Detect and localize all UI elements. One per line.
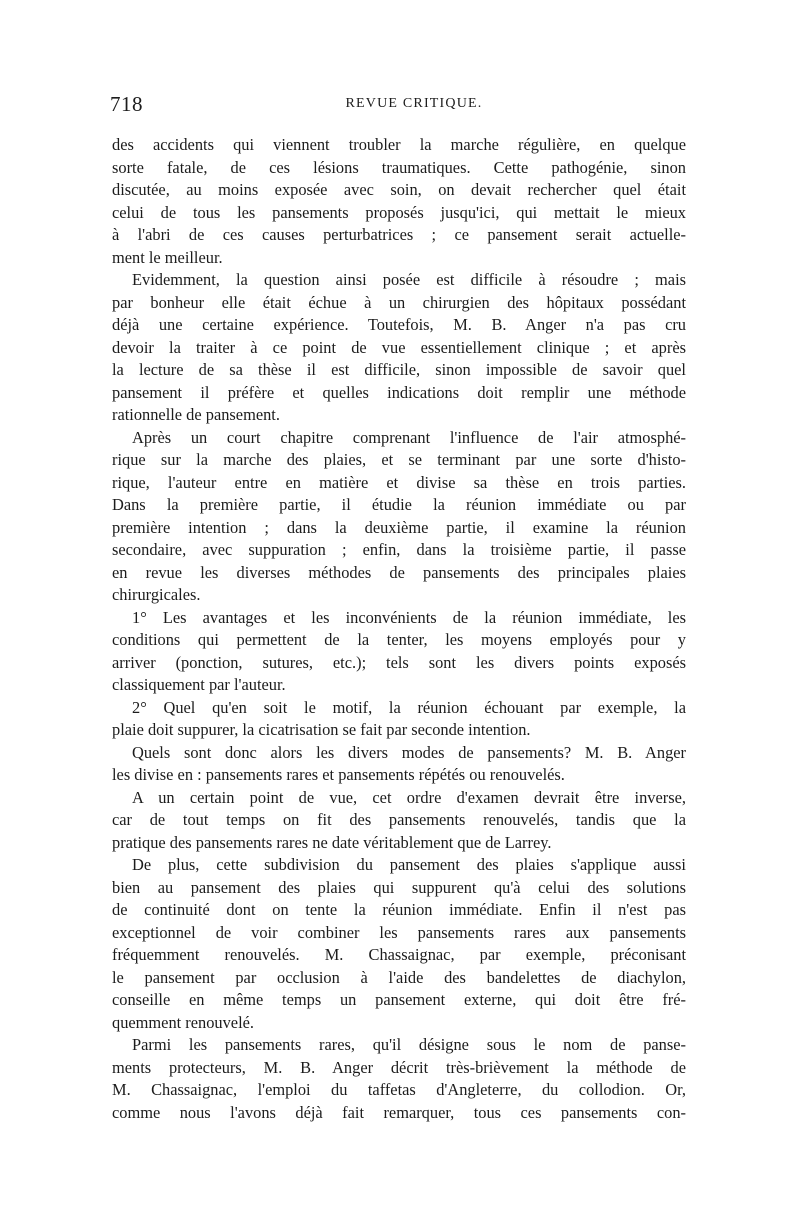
text-line: A un certain point de vue, cet ordre d'examen devrait être inverse, — [132, 787, 686, 807]
text-line: devoir la traiter à ce point de vue essentiellement clinique ; et après — [112, 337, 686, 357]
text-line: secondaire, avec suppuration ; enfin, dans la troisième partie, il passe — [112, 540, 686, 559]
text-line: rique, l'auteur entre en matière et divise sa thèse en trois parties. — [112, 472, 686, 492]
running-head — [112, 92, 686, 120]
text-line: le pansement par occlusion à l'aide des bandelettes de diachylon, — [112, 967, 686, 987]
running-title: REVUE CRITIQUE. — [345, 96, 483, 111]
text-line: déjà une certaine expérience. Toutefois, M. B. Anger n'a pas cru — [112, 315, 686, 334]
text-line: classiquement par l'auteur. — [112, 675, 286, 694]
text-line: la lecture de sa thèse il est difficile, sinon impossible de savoir quel — [112, 360, 686, 379]
text-line: les divise en : pansements rares et pansements répétés ou renouvelés. — [112, 765, 565, 784]
text-line: bien au pansement des plaies qui suppurent qu'à celui des solutions — [112, 877, 686, 897]
text-line: à l'abri de ces causes perturbatrices ; ce pansement serait actuelle- — [112, 225, 686, 244]
text-line: ment le meilleur. — [112, 247, 223, 267]
text-line: car de tout temps on fit des pansements renouvelés, tandis que la — [112, 810, 686, 829]
text-line: 2° Quel qu'en soit le motif, la réunion échouant par exemple, la — [132, 697, 686, 717]
text-line: pratique des pansements rares ne date véritablement que de Larrey. — [112, 832, 552, 852]
text-line: Quels sont donc alors les divers modes de pansements? M. B. Anger — [132, 742, 686, 762]
text-line: quemment renouvelé. — [112, 1012, 255, 1032]
text-line: rationnelle de pansement. — [112, 405, 280, 424]
text-line: pansement il préfère et quelles indications doit remplir une méthode — [112, 382, 686, 402]
text-line: Dans la première partie, il étudie la réunion immédiate ou par — [112, 495, 686, 514]
text-line: ments protecteurs, M. B. Anger décrit très-brièvement la méthode de — [112, 1057, 686, 1077]
text-line: 1° Les avantages et les inconvénients de la réunion immédiate, les — [132, 607, 686, 627]
text-line: Après un court chapitre comprenant l'influence de l'air atmosphé- — [132, 427, 686, 447]
text-line: Parmi les pansements rares, qu'il désigne sous le nom de panse- — [132, 1035, 686, 1054]
text-line: plaie doit suppurer, la cicatrisation se fait par seconde intention. — [112, 720, 531, 739]
text-line: conditions qui permettent de la tenter, les moyens employés pour y — [112, 630, 686, 649]
text-line: arriver (ponction, sutures, etc.); tels sont les divers points exposés — [112, 652, 686, 672]
text-line: exceptionnel de voir combiner les pansements rares aux pansements — [112, 922, 686, 942]
text-line: celui de tous les pansements proposés jusqu'ici, qui mettait le mieux — [112, 202, 686, 222]
text-line: rique sur la marche des plaies, et se terminant par une sorte d'histo- — [112, 450, 686, 469]
book-page — [112, 92, 686, 1124]
text-line: comme nous l'avons déjà fait remarquer, tous ces pansements con- — [112, 1102, 686, 1122]
page-number: 718 — [110, 92, 143, 116]
text-line: en revue les diverses méthodes de pansements des principales plaies — [112, 562, 686, 582]
body-text — [112, 134, 686, 1124]
text-line: Evidemment, la question ainsi posée est difficile à résoudre ; mais — [132, 270, 686, 289]
text-line: chirurgicales. — [112, 585, 201, 604]
text-line: sorte fatale, de ces lésions traumatiques. Cette pathogénie, sinon — [112, 157, 686, 177]
text-line: de continuité dont on tente la réunion immédiate. Enfin il n'est pas — [112, 900, 686, 919]
text-line: M. Chassaignac, l'emploi du taffetas d'Angleterre, du collodion. Or, — [112, 1080, 686, 1099]
text-line: De plus, cette subdivision du pansement des plaies s'applique aussi — [132, 855, 686, 874]
text-line: conseille en même temps un pansement externe, qui doit être fré- — [112, 990, 686, 1009]
text-line: des accidents qui viennent troubler la marche régulière, en quelque — [112, 135, 686, 154]
text-line: discutée, au moins exposée avec soin, on devait rechercher quel était — [112, 180, 686, 199]
text-line: première intention ; dans la deuxième partie, il examine la réunion — [112, 517, 686, 537]
text-line: par bonheur elle était échue à un chirurgien des hôpitaux possédant — [112, 292, 686, 312]
text-line: fréquemment renouvelés. M. Chassaignac, par exemple, préconisant — [112, 945, 686, 964]
